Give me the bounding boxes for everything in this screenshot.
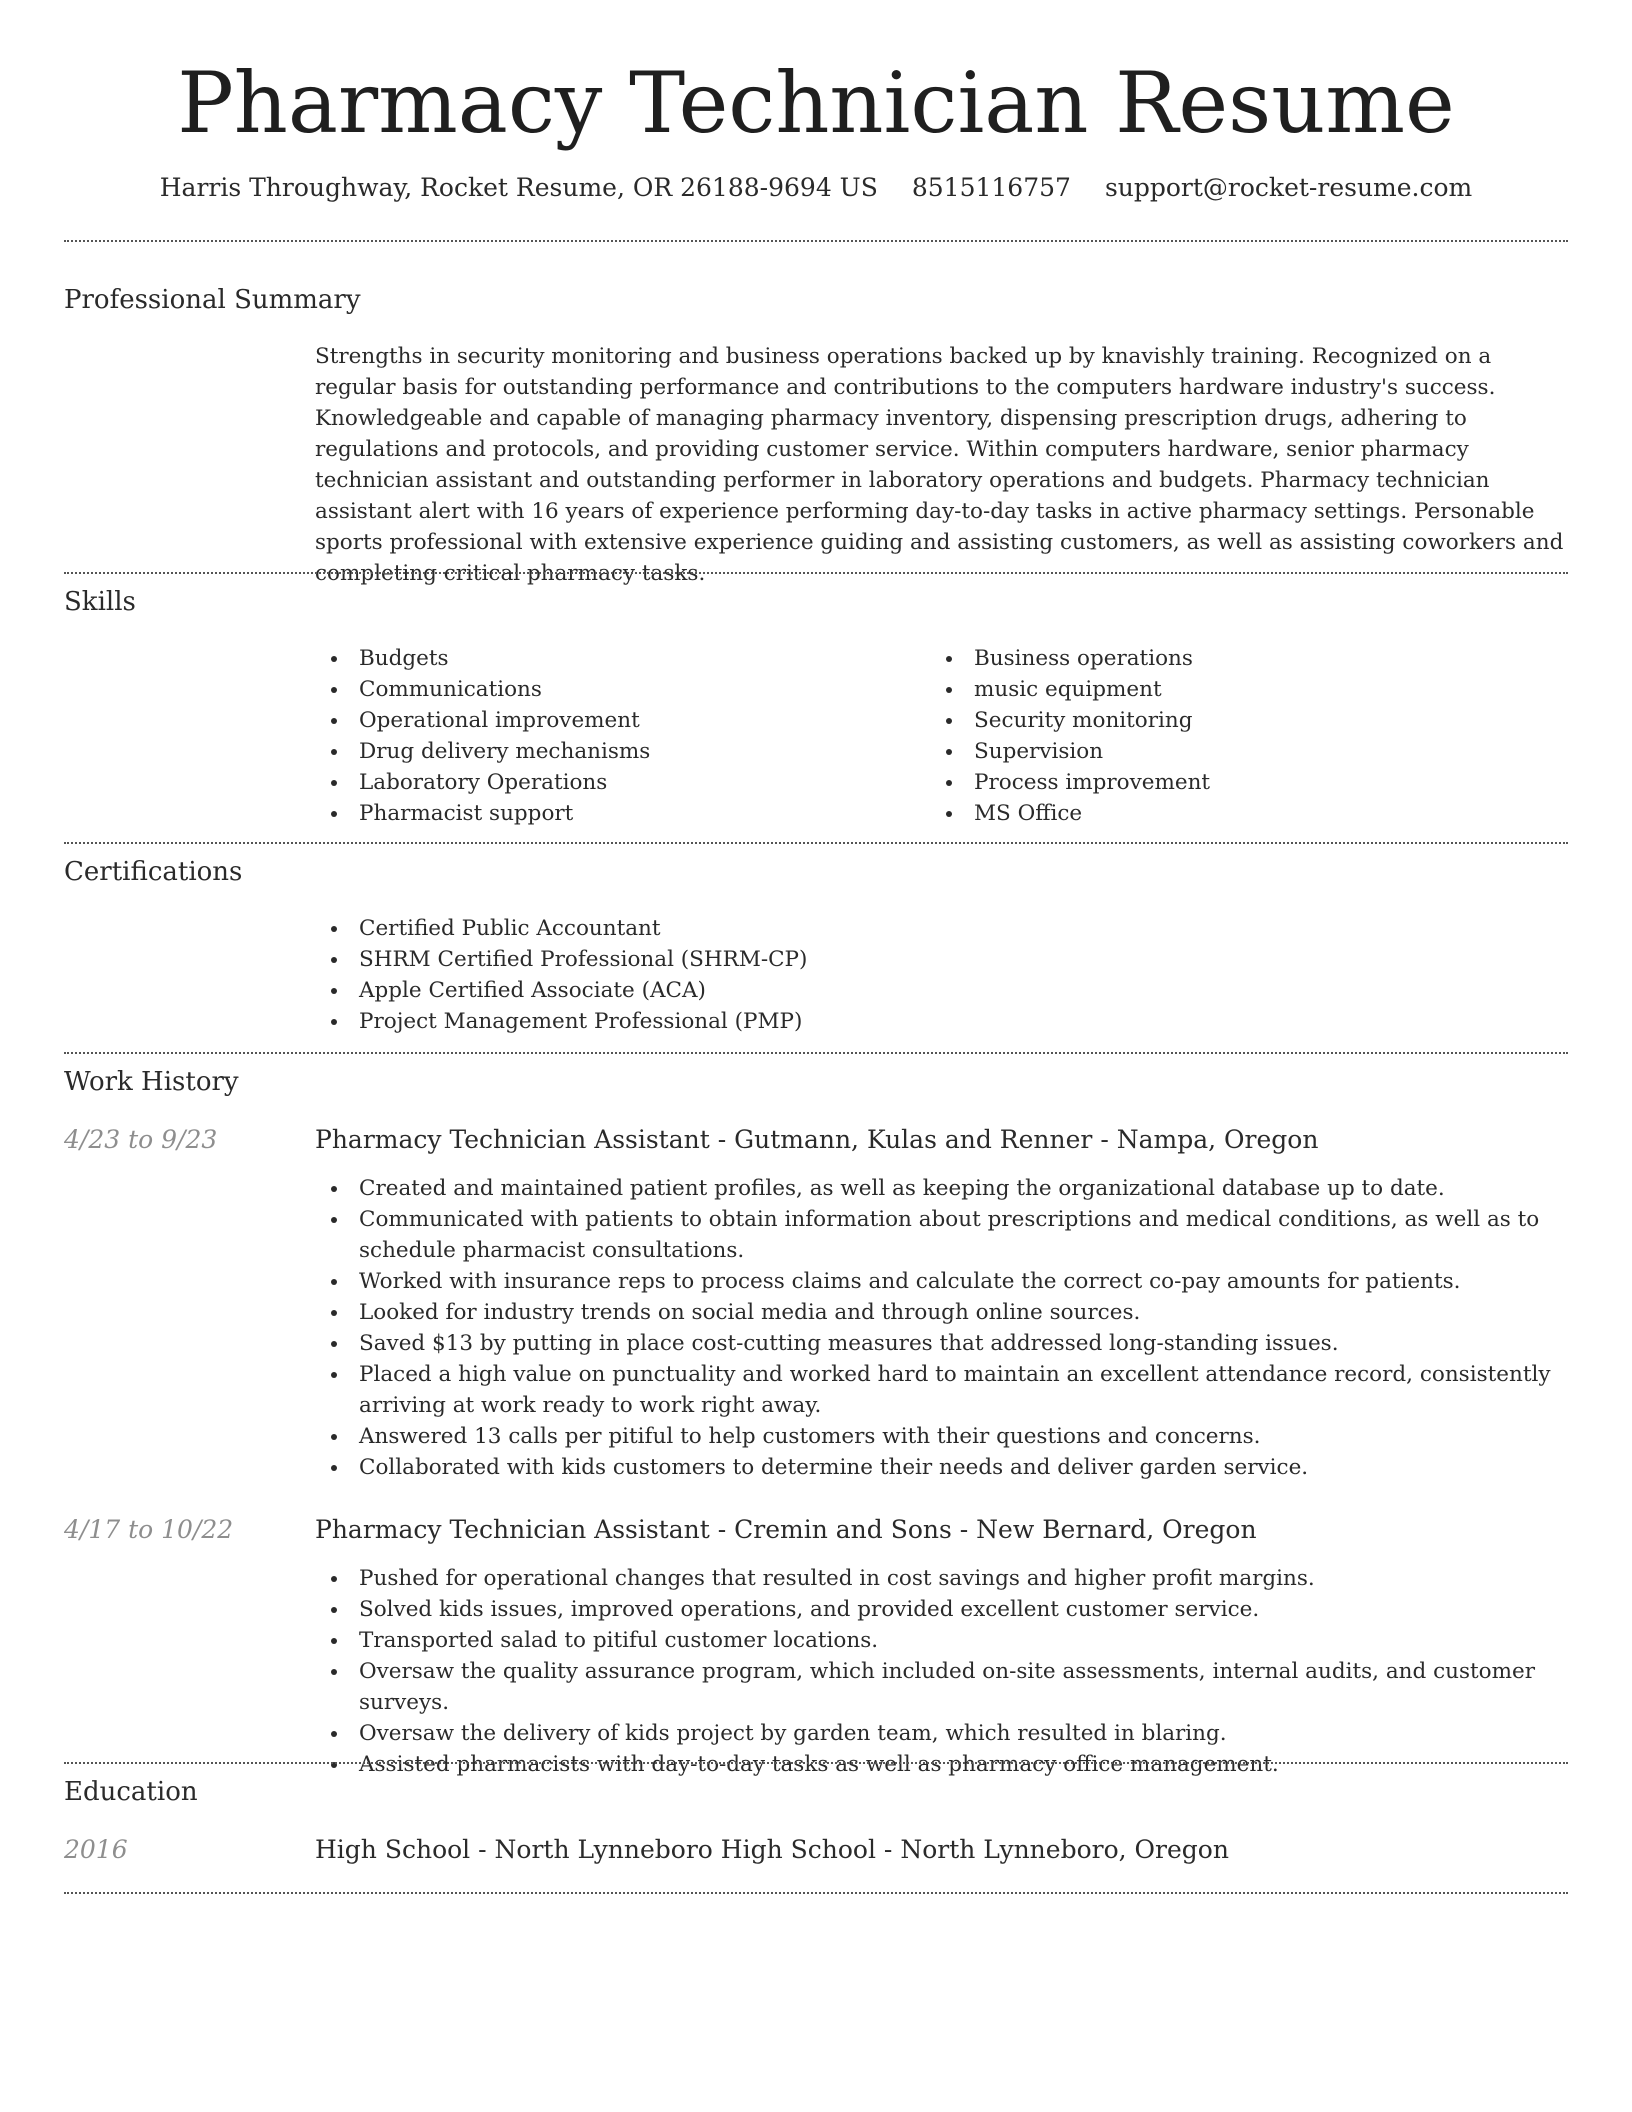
job-location: Nampa, Oregon: [1116, 1125, 1319, 1154]
education-degree: High School: [315, 1835, 471, 1864]
job-location: New Bernard, Oregon: [976, 1515, 1257, 1544]
job-duty: Looked for industry trends on social media and through online sources.: [315, 1297, 1568, 1328]
skill-item: Operational improvement: [315, 705, 915, 736]
certification-item: Apple Certified Associate (ACA): [315, 975, 1515, 1006]
job-duty: Oversaw the quality assurance program, which included on-site assessments, internal audits, and customer surveys.: [315, 1656, 1568, 1718]
skill-item: Drug delivery mechanisms: [315, 736, 915, 767]
education-school: North Lynneboro High School: [494, 1835, 876, 1864]
education-heading-line: [315, 1832, 1229, 1868]
contact-email: support@rocket-resume.com: [1104, 173, 1473, 202]
job-duty: Saved $13 by putting in place cost-cutting measures that addressed long-standing issues.: [315, 1328, 1568, 1359]
summary-text: Strengths in security monitoring and business operations backed up by knavishly training. Recognized on a regular basis for outstanding performance and contributions to the computers hardware industry's success. Knowledgeable and capable of managing pharmacy inventory, dispensing prescription drugs, adhering to regulations and protocols, and providing customer service. Within computers hardware, senior pharmacy technician assistant and outstanding performer in laboratory operations and budgets. Pharmacy technician assistant alert with 16 years of experience performing day-to-day tasks in active pharmacy settings. Personable sports professional with extensive experience guiding and assisting customers, as well as assisting coworkers and completing critical pharmacy tasks.: [315, 344, 1564, 586]
contact-address: Harris Throughway, Rocket Resume, OR 26188-9694 US: [159, 173, 878, 202]
education-heading: Education: [64, 1777, 198, 1807]
separator: -: [875, 1835, 901, 1864]
certification-item: Certified Public Accountant: [315, 913, 1515, 944]
separator: -: [709, 1125, 735, 1154]
job-heading: [315, 1122, 1318, 1158]
job-company: Cremin and Sons: [734, 1515, 952, 1544]
skill-item: Supervision: [930, 736, 1530, 767]
job-duty: Assisted pharmacists with day-to-day tasks as well as pharmacy office management.: [315, 1749, 1568, 1780]
education-year: 2016: [64, 1835, 128, 1864]
job-duty: Worked with insurance reps to process claims and calculate the correct co-pay amounts for patients.: [315, 1266, 1568, 1297]
contact-line: [64, 170, 1568, 206]
skill-item: Budgets: [315, 643, 915, 674]
skills-list-left: [315, 643, 915, 829]
job-duty: Solved kids issues, improved operations, and provided excellent customer service.: [315, 1594, 1568, 1625]
skill-item: Process improvement: [930, 767, 1530, 798]
section-divider: [64, 842, 1568, 844]
job-duty: Communicated with patients to obtain information about prescriptions and medical conditions, as well as to schedule pharmacist consultations.: [315, 1204, 1568, 1266]
job-duty: Answered 13 calls per pitiful to help customers with their questions and concerns.: [315, 1421, 1568, 1452]
job-role: Pharmacy Technician Assistant: [315, 1125, 710, 1154]
education-location: North Lynneboro, Oregon: [900, 1835, 1229, 1864]
contact-phone: 8515116757: [911, 173, 1071, 202]
skills-heading: Skills: [64, 587, 136, 617]
job-duties-list: [315, 1173, 1568, 1483]
summary-heading: Professional Summary: [64, 285, 361, 315]
certification-item: Project Management Professional (PMP): [315, 1006, 1515, 1037]
job-duties-list: [315, 1563, 1568, 1780]
section-divider: [64, 1052, 1568, 1054]
separator: -: [951, 1515, 977, 1544]
job-duty: Placed a high value on punctuality and worked hard to maintain an excellent attendance record, consistently arriving at work ready to work right away.: [315, 1359, 1568, 1421]
job-duty: Transported salad to pitiful customer locations.: [315, 1625, 1568, 1656]
job-duty: Collaborated with kids customers to determine their needs and deliver garden service.: [315, 1452, 1568, 1483]
skills-list-right: [930, 643, 1530, 829]
skill-item: Pharmacist support: [315, 798, 915, 829]
work-history-heading: Work History: [64, 1067, 239, 1097]
skill-item: music equipment: [930, 674, 1530, 705]
job-duty: Pushed for operational changes that resulted in cost savings and higher profit margins.: [315, 1563, 1568, 1594]
job-role: Pharmacy Technician Assistant: [315, 1515, 710, 1544]
resume-title: Pharmacy Technician Resume: [177, 54, 1455, 152]
skill-item: MS Office: [930, 798, 1530, 829]
certification-item: SHRM Certified Professional (SHRM-CP): [315, 944, 1515, 975]
skill-item: Laboratory Operations: [315, 767, 915, 798]
job-duty: Created and maintained patient profiles, as well as keeping the organizational database up to date.: [315, 1173, 1568, 1204]
certifications-heading: Certifications: [64, 857, 243, 887]
job-dates: 4/17 to 10/22: [64, 1515, 234, 1544]
skill-item: Security monitoring: [930, 705, 1530, 736]
job-duty: Oversaw the delivery of kids project by garden team, which resulted in blaring.: [315, 1718, 1568, 1749]
separator: -: [709, 1515, 735, 1544]
section-divider: [64, 240, 1568, 242]
separator: -: [470, 1835, 495, 1864]
skill-item: Communications: [315, 674, 915, 705]
separator: -: [1092, 1125, 1117, 1154]
section-divider: [64, 1762, 1568, 1764]
section-divider: [64, 1892, 1568, 1894]
section-divider: [64, 572, 1568, 574]
certifications-list: [315, 913, 1515, 1037]
job-company: Gutmann, Kulas and Renner: [734, 1125, 1093, 1154]
job-heading: [315, 1512, 1257, 1548]
skill-item: Business operations: [930, 643, 1530, 674]
job-dates: 4/23 to 9/23: [64, 1125, 218, 1154]
